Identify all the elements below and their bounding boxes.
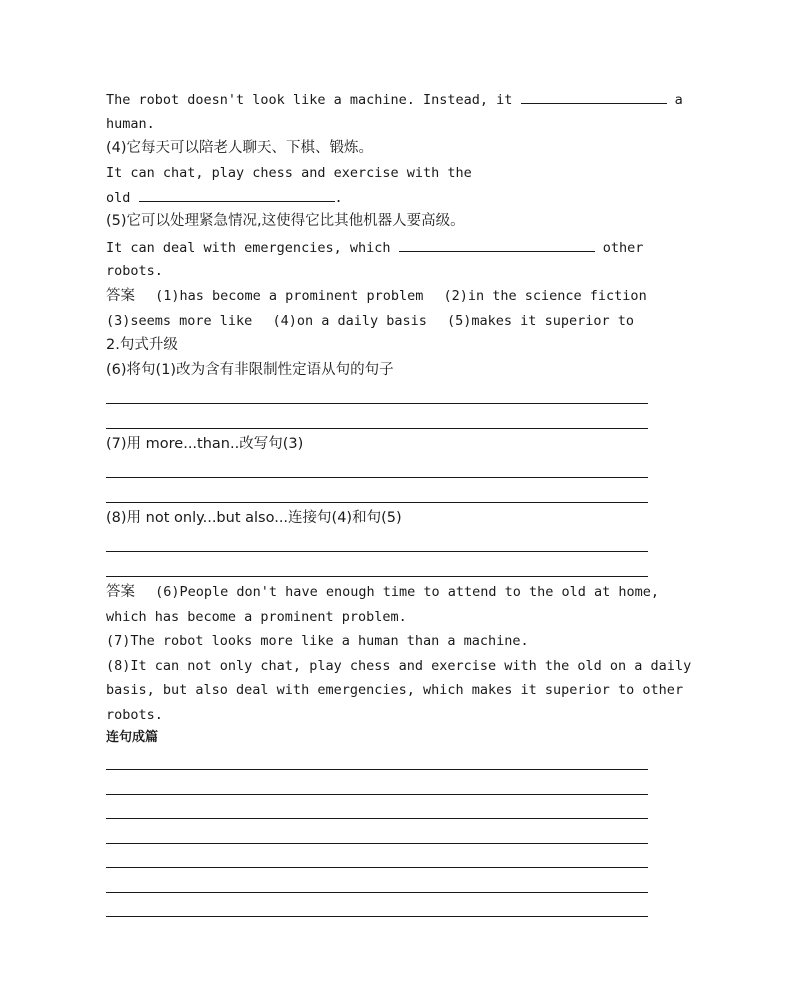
question-4-english-2: old . bbox=[106, 190, 343, 206]
question-7: (7)用 more...than..改写句(3) bbox=[106, 436, 304, 452]
writing-line[interactable] bbox=[106, 892, 648, 893]
sentence-3-line-2: human. bbox=[106, 116, 155, 132]
answer-line[interactable] bbox=[106, 403, 648, 404]
writing-line[interactable] bbox=[106, 867, 648, 868]
sentence-3-text: The robot doesn't look like a machine. Instead, it bbox=[106, 92, 513, 108]
answers-2-line-2: which has become a prominent problem. bbox=[106, 609, 407, 625]
answers-2-line-5: basis, but also deal with emergencies, which makes it superior to other bbox=[106, 682, 684, 698]
blank-4[interactable] bbox=[139, 188, 335, 202]
answers-1-line-1: 答案 (1)has become a prominent problem (2)in the science fiction bbox=[106, 288, 647, 304]
answer-line[interactable] bbox=[106, 502, 648, 503]
answers-2-line-4: (8)It can not only chat, play chess and exercise with the old on a daily bbox=[106, 658, 692, 674]
question-4-chinese: (4)它每天可以陪老人聊天、下棋、锻炼。 bbox=[106, 140, 374, 156]
question-5-chinese: (5)它可以处理紧急情况,这使得它比其他机器人要高级。 bbox=[106, 213, 465, 229]
answer-label: 答案 bbox=[106, 288, 135, 304]
sentence-3-line bbox=[106, 90, 683, 109]
answer-label: 答案 bbox=[106, 584, 135, 600]
writing-line[interactable] bbox=[106, 843, 648, 844]
section-2-title: 2.句式升级 bbox=[106, 337, 178, 353]
question-4-english: It can chat, play chess and exercise with the bbox=[106, 165, 472, 181]
question-5-english: It can deal with emergencies, which other bbox=[106, 240, 644, 256]
answer-line[interactable] bbox=[106, 477, 648, 478]
blank-3[interactable] bbox=[521, 90, 667, 104]
writing-line[interactable] bbox=[106, 794, 648, 795]
answer-line[interactable] bbox=[106, 428, 648, 429]
blank-5[interactable] bbox=[399, 238, 595, 252]
writing-line[interactable] bbox=[106, 818, 648, 819]
answer-line[interactable] bbox=[106, 576, 648, 577]
question-8: (8)用 not only...but also...连接句(4)和句(5) bbox=[106, 510, 402, 526]
answers-2-line-1: 答案 (6)People don't have enough time to attend to the old at home, bbox=[106, 584, 660, 600]
sentence-3-tail: a bbox=[674, 92, 683, 108]
answers-2-line-3: (7)The robot looks more like a human than a machine. bbox=[106, 633, 529, 649]
answers-1-line-2: (3)seems more like (4)on a daily basis (5)makes it superior to bbox=[106, 313, 634, 329]
question-6: (6)将句(1)改为含有非限制性定语从句的句子 bbox=[106, 362, 394, 378]
question-5-english-2: robots. bbox=[106, 263, 163, 279]
answers-2-line-6: robots. bbox=[106, 707, 163, 723]
writing-line[interactable] bbox=[106, 769, 648, 770]
answer-line[interactable] bbox=[106, 551, 648, 552]
writing-line[interactable] bbox=[106, 916, 648, 917]
section-3-title: 连句成篇 bbox=[106, 730, 159, 745]
